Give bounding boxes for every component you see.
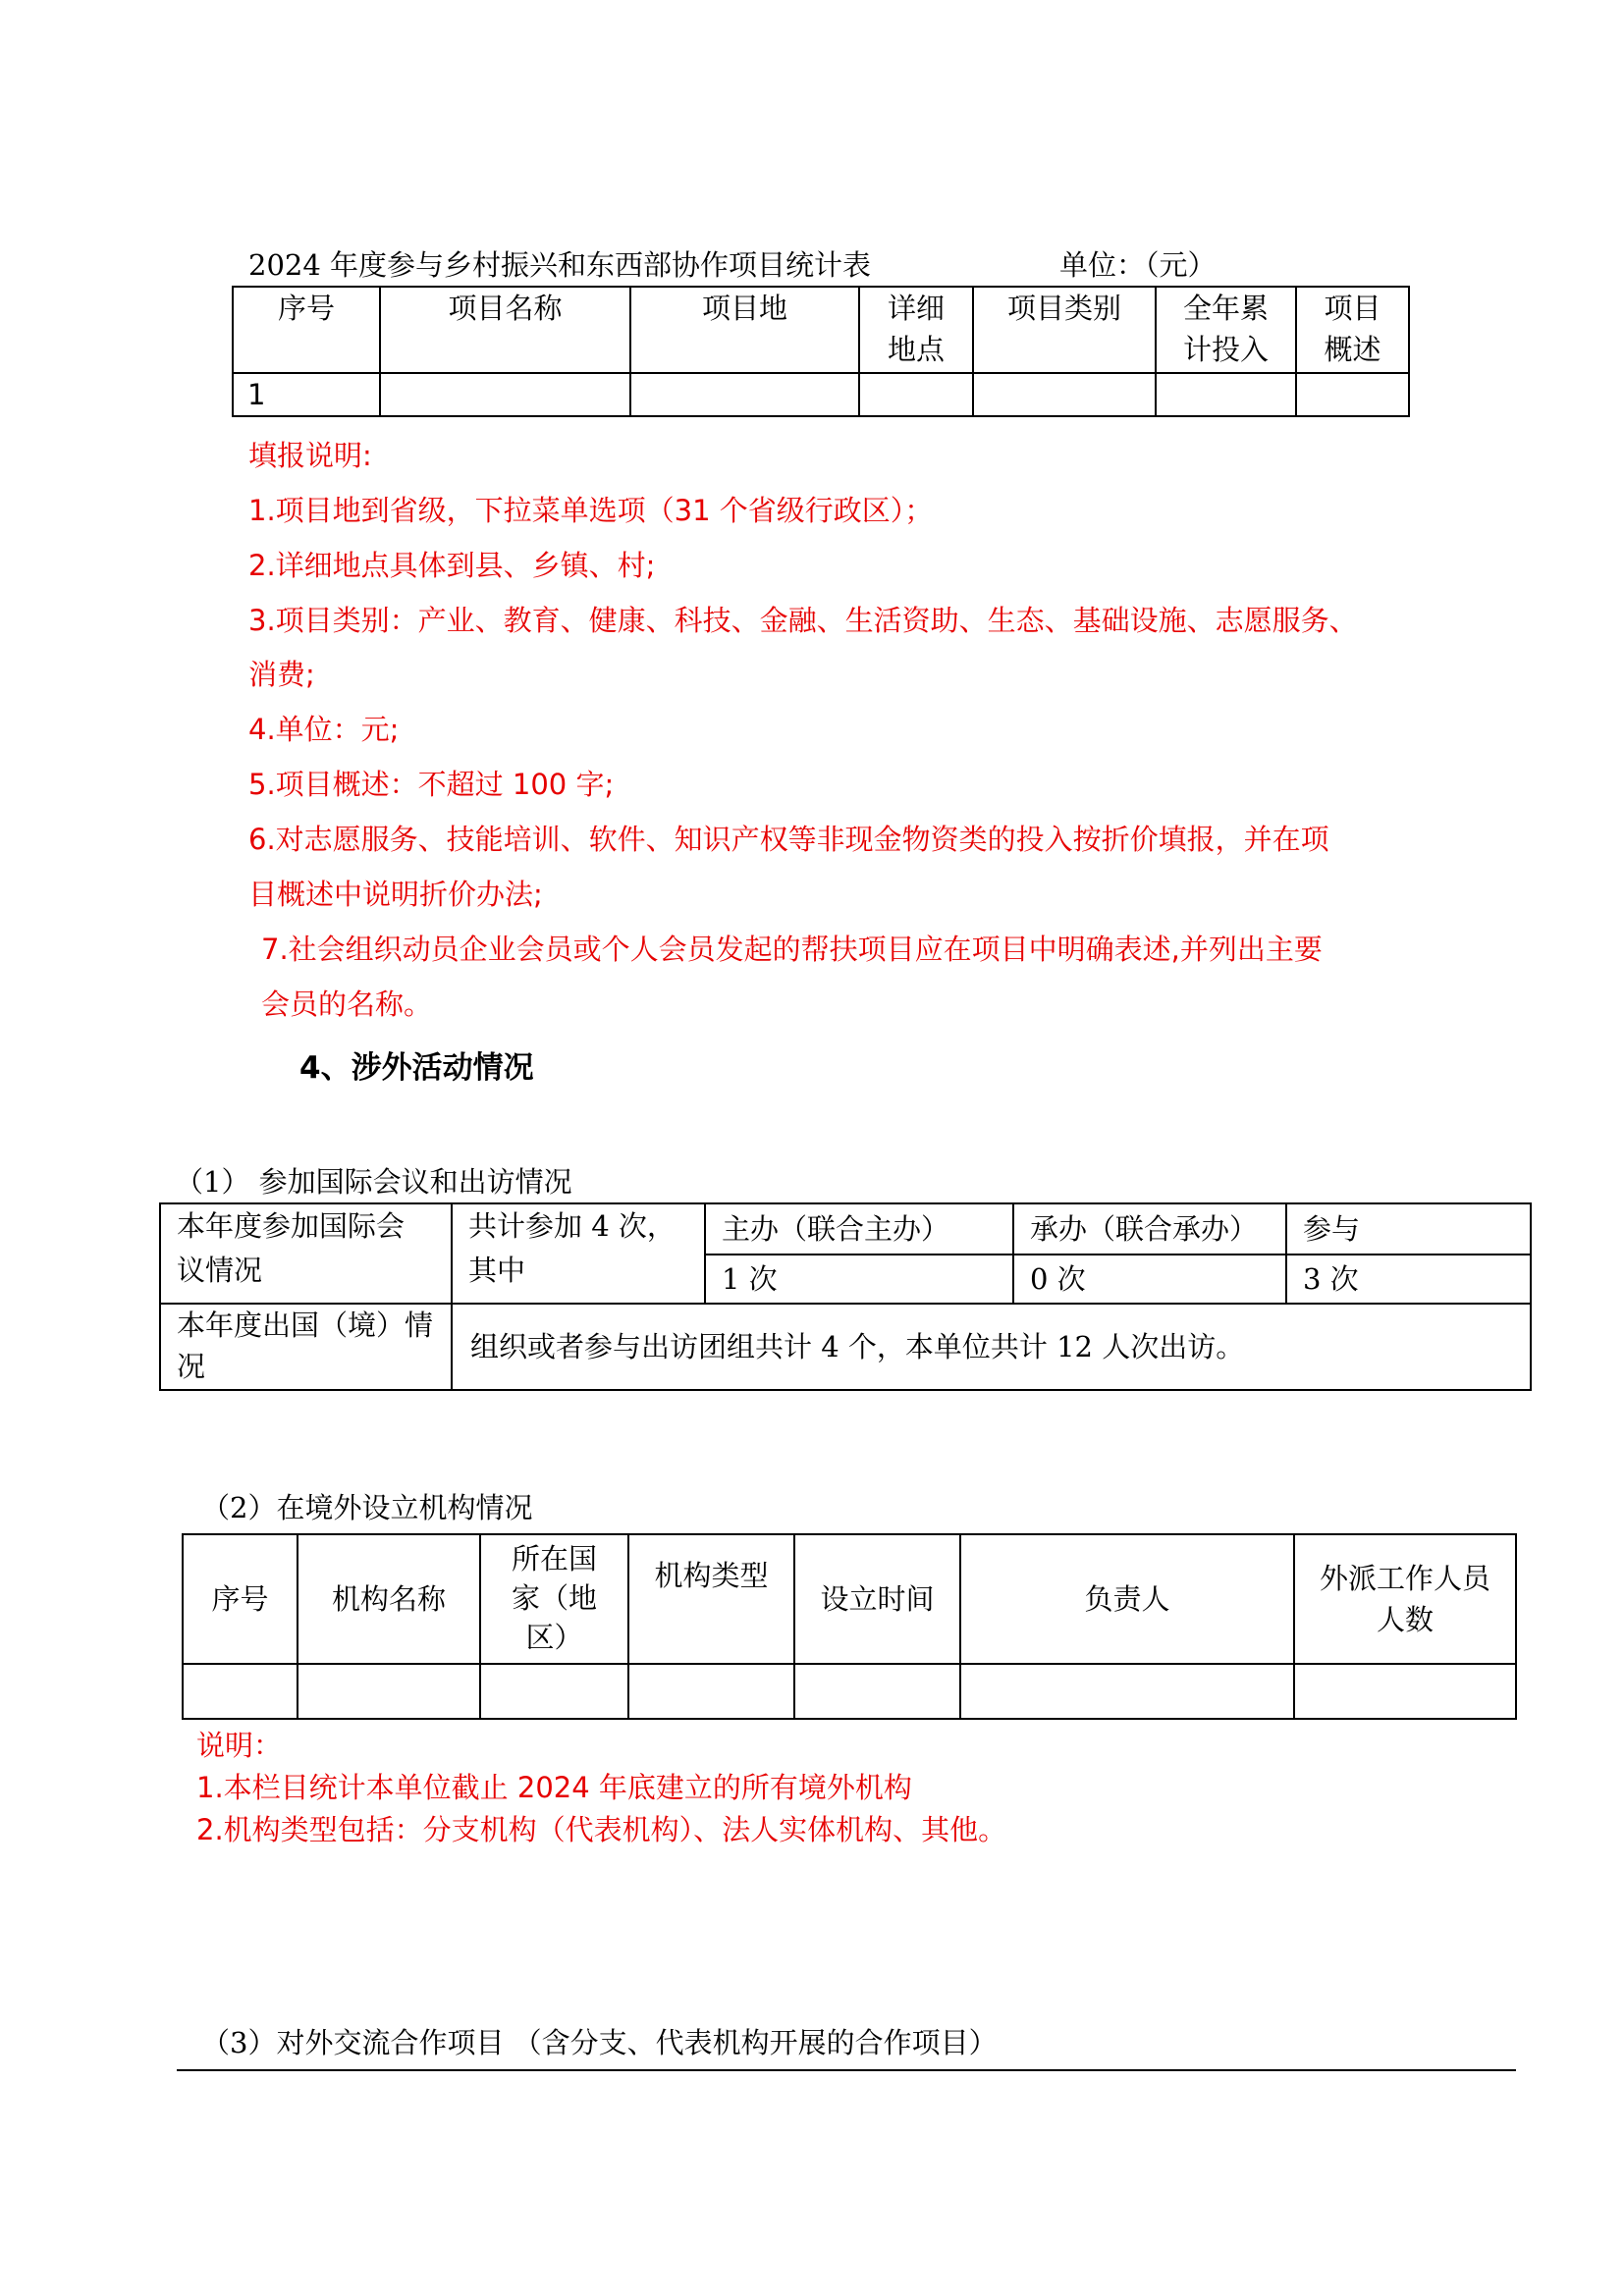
divider [177, 2069, 1516, 2071]
header-project-location: 项目地 [630, 287, 859, 373]
header-project-name: 项目名称 [380, 287, 630, 373]
section4-heading: 4、涉外活动情况 [299, 1050, 534, 1086]
note-item: 7.社会组织动员企业会员或个人会员发起的帮扶项目应在项目中明确表述,并列出主要 [261, 933, 1323, 966]
outbound-value: 组织或者参与出访团组共计 4 个，本单位共计 12 人次出访。 [452, 1304, 1531, 1390]
notes2-title: 说明： [196, 1729, 283, 1762]
table-cell [380, 373, 630, 416]
header-establish-time: 设立时间 [794, 1534, 960, 1664]
table1-header-row [233, 287, 1409, 373]
header-project-category: 项目类别 [973, 287, 1156, 373]
table-cell [1294, 1664, 1516, 1719]
header-institution-name: 机构名称 [298, 1534, 480, 1664]
table1-unit: 单位：（元） [1059, 248, 1217, 282]
note-item: 消费; [248, 658, 315, 691]
table-row [183, 1664, 1516, 1719]
table1-title: 2024 年度参与乡村振兴和东西部协作项目统计表 [248, 248, 872, 282]
table-cell [794, 1664, 960, 1719]
meetings-label: 本年度参加国际会 议情况 [160, 1203, 452, 1304]
note-item: 2.详细地点具体到县、乡镇、村; [248, 549, 656, 582]
header-serial: 序号 [183, 1534, 298, 1664]
table-cell [960, 1664, 1294, 1719]
note-item: 4.单位：元; [248, 713, 400, 746]
table-row [233, 373, 1409, 416]
table3-header-row [183, 1534, 1516, 1664]
col-participate: 参与 [1286, 1203, 1531, 1255]
table-cell [628, 1664, 794, 1719]
header-responsible-person: 负责人 [960, 1534, 1294, 1664]
val-participate: 3 次 [1286, 1255, 1531, 1304]
val-undertake: 0 次 [1013, 1255, 1286, 1304]
overseas-institutions-table [182, 1533, 1517, 1720]
header-institution-type: 机构类型 [628, 1534, 794, 1664]
table-cell [973, 373, 1156, 416]
table-cell: 1 [233, 373, 380, 416]
note-item: 2.机构类型包括：分支机构（代表机构）、法人实体机构、其他。 [196, 1813, 1007, 1846]
note-item: 1.项目地到省级，下拉菜单选项（31 个省级行政区）； [248, 494, 934, 527]
international-meetings-table [159, 1202, 1532, 1391]
rural-revitalization-table [232, 286, 1410, 417]
col-undertake: 承办（联合承办） [1013, 1203, 1286, 1255]
val-host: 1 次 [705, 1255, 1013, 1304]
table-cell [298, 1664, 480, 1719]
note-item: 会员的名称。 [261, 988, 433, 1021]
table-cell [630, 373, 859, 416]
header-detail-location: 详细 地点 [859, 287, 973, 373]
header-staff-count: 外派工作人员 人数 [1294, 1534, 1516, 1664]
header-country: 所在国 家（地 区） [480, 1534, 628, 1664]
meetings-total: 共计参加 4 次， 其中 [452, 1203, 705, 1304]
notes1-title: 填报说明: [248, 439, 372, 472]
table-cell [183, 1664, 298, 1719]
header-project-summary: 项目 概述 [1296, 287, 1409, 373]
sub2-title: （2）在境外设立机构情况 [201, 1491, 533, 1524]
note-item: 1.本栏目统计本单位截止 2024 年底建立的所有境外机构 [196, 1771, 912, 1804]
note-item: 目概述中说明折价办法; [248, 878, 543, 911]
table-cell [1296, 373, 1409, 416]
note-item: 3.项目类别：产业、教育、健康、科技、金融、生活资助、生态、基础设施、志愿服务、 [248, 604, 1358, 637]
sub1-title: （1） 参加国际会议和出访情况 [175, 1165, 572, 1199]
note-item: 5.项目概述：不超过 100 字; [248, 768, 615, 801]
sub3-title: （3）对外交流合作项目 （含分支、代表机构开展的合作项目） [201, 2026, 998, 2059]
note-item: 6.对志愿服务、技能培训、软件、知识产权等非现金物资类的投入按折价填报，并在项 [248, 823, 1329, 856]
table-cell [1156, 373, 1296, 416]
table-cell [859, 373, 973, 416]
header-annual-investment: 全年累 计投入 [1156, 287, 1296, 373]
col-host: 主办（联合主办） [705, 1203, 1013, 1255]
header-serial: 序号 [233, 287, 380, 373]
outbound-label: 本年度出国（境）情 况 [160, 1304, 452, 1390]
table-cell [480, 1664, 628, 1719]
